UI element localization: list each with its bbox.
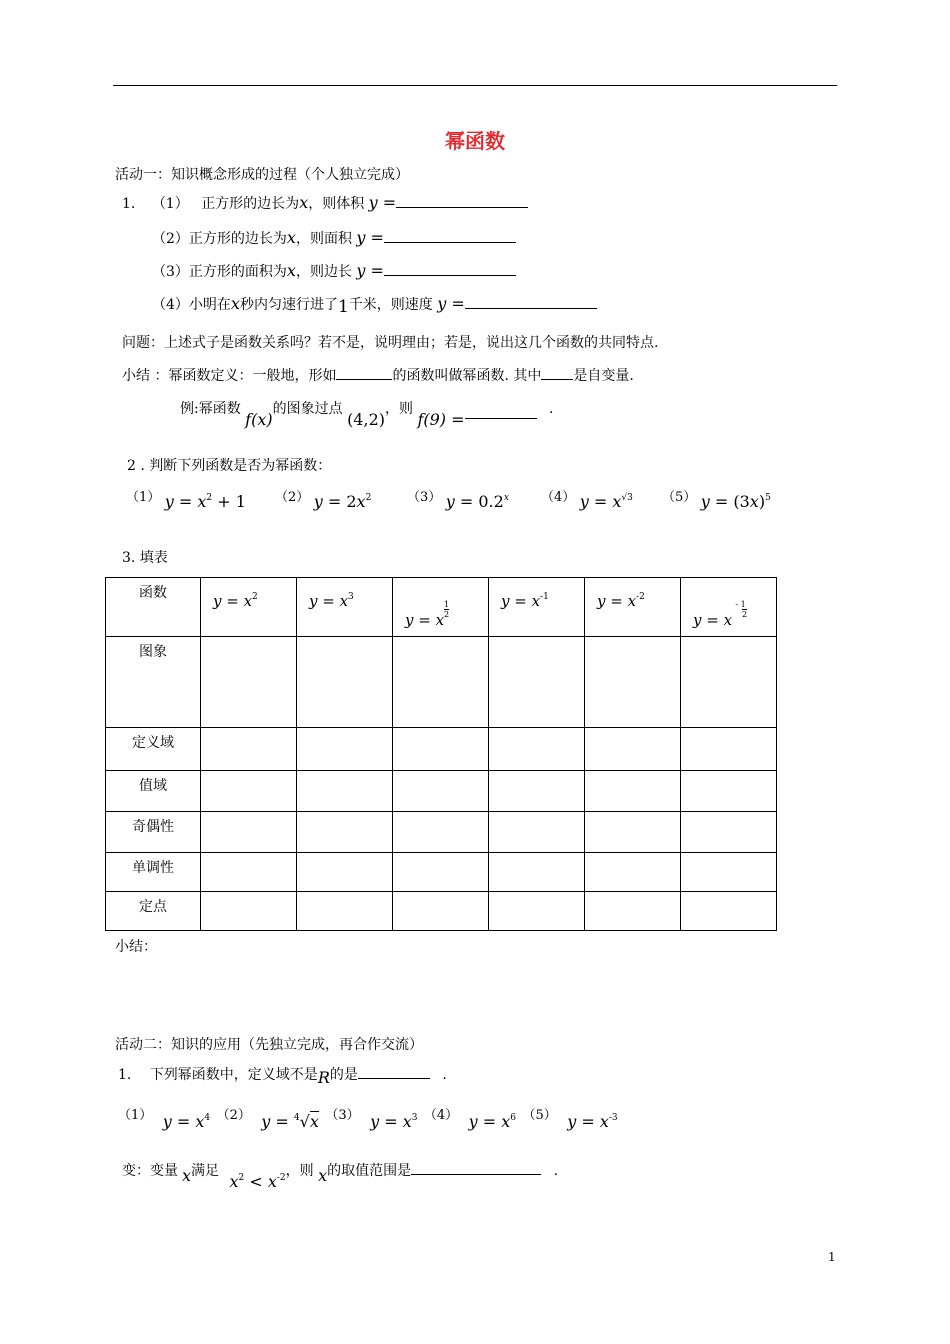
a2-q1-text2: 的是 [329,1067,358,1083]
summary2-label: 小结： [115,939,157,955]
row-label-monotonicity: 单调性 [106,853,201,892]
q1-p2-label: （2） [152,231,189,247]
example-then: ，则 [385,401,413,417]
activity1-heading: 活动一：知识概念形成的过程（个人独立完成） [115,167,409,183]
summary-prefix: 小结 ：幂函数定义：一般地，形如 [122,368,337,384]
q1-line4 [152,294,597,317]
q2-item-3 [407,492,509,511]
q1-p1-text: 正方形的边长为 [201,196,300,212]
q2-item-4-label: （4） [541,490,576,505]
a2-q1-end: . [442,1067,447,1083]
q1-line1 [122,193,528,213]
a2-item-4-label: （4） [423,1108,459,1123]
a2-item-4-expr: $y = x^6$ [468,1112,517,1131]
table-header-row [106,578,777,637]
question-text: 问题：上述式子是函数关系吗？若不是，说明理由；若是，说出这几个函数的共同特点. [122,335,659,351]
a2-item-3-label: （3） [325,1108,360,1123]
q2-item-2-expr: $y = 2x^2$ [313,492,372,511]
summary-blank-form[interactable] [336,365,392,380]
var-x: x [182,1166,192,1185]
example-line [180,398,554,429]
q1-p2-blank[interactable] [384,228,516,243]
header-rule [113,85,837,86]
activity2-heading: 活动二：知识的应用（先独立完成，再合作交流） [115,1037,423,1053]
q1-p4-text3: 千米，则速度 [348,297,433,313]
page-title: 幂函数 [445,129,505,153]
var-end: . [553,1163,559,1179]
q1-p4-blank[interactable] [465,294,597,309]
example-end: . [548,401,554,417]
q2-text: 2 . 判断下列函数是否为幂函数： [127,458,332,474]
a2-item-3-expr: $y = x^3$ [370,1112,418,1131]
example-point: (4,2) [347,410,385,429]
var-x2: x [318,1166,328,1185]
q2-item-4-expr: $y = x^{√3}$ [579,492,633,511]
a2-q1-line [118,1064,447,1087]
table-row [106,728,777,771]
var-end-text: 的取值范围是 [327,1163,412,1179]
q1-line2 [152,228,516,248]
q2-item-5-expr: $y = (3x)^5$ [700,492,771,511]
q1-p4-text: 小明在 [188,297,231,313]
a2-items [118,1108,618,1131]
q2-item-4 [541,492,633,511]
page-number: 1 [828,1250,836,1264]
table-row [106,771,777,812]
q2-item-1-expr: $y = x^2 + 1$ [164,492,246,511]
q1-p1-label: （1） [151,196,189,212]
q2-item-2 [275,492,371,511]
a2-item-2-expr: y = $^4$√x [261,1112,319,1131]
q1-p1-rhs: y = [368,193,397,212]
q2-item-5 [662,492,771,511]
q1-p2-text2: ，则面积 [295,231,352,247]
example-mid: 的图象过点 [272,401,343,417]
summary-mid: 的函数叫做幂函数. 其中 [392,368,542,384]
row-label-fixed-point: 定点 [106,892,201,931]
var-mid: 满足 [191,1163,220,1179]
var-ineq: $x^2 < x^{-2}$ [229,1172,286,1191]
q1-p4-var: x [230,294,240,313]
q2-item-2-label: （2） [275,490,310,505]
summary-definition [122,365,634,385]
q1-p2-text: 正方形的边长为 [188,231,287,247]
q2-item-1-label: （1） [126,490,161,505]
q1-p3-text: 正方形的面积为 [188,264,287,280]
q1-p4-text2: 秒内匀速行进了 [239,297,338,313]
q1-p3-label: （3） [152,264,189,280]
row-label-domain: 定义域 [106,728,201,771]
q2-item-3-label: （3） [407,490,442,505]
q1-p2-var: x [286,228,296,247]
q1-p3-rhs: y = [356,261,384,280]
q1-p3-text2: ，则边长 [295,264,352,280]
table-corner: 函数 [106,578,201,637]
q1-p4-rhs: y = [437,294,465,313]
q1-p3-var: x [286,261,296,280]
a2-q1-text: 下列幂函数中，定义域不是 [149,1067,318,1083]
a2-item-2-label: （2） [216,1108,251,1123]
example-blank[interactable] [465,404,537,419]
a2-item-5-expr: $y = x^{-3}$ [567,1112,618,1131]
q1-p3-blank[interactable] [384,261,516,276]
table-row [106,892,777,931]
var-then: ，则 [285,1163,314,1179]
row-label-range: 值域 [106,771,201,812]
q1-p2-rhs: y = [356,228,384,247]
q2-item-1 [126,492,246,511]
example-fx: f(x) [245,410,273,429]
table-col-1: $y = x^2$ [201,578,297,637]
q1-number: 1. [122,196,136,212]
table-row [106,853,777,892]
table-col-3: y = x $\frac{1}{2}$ [393,578,489,637]
a2-q1-R: R [317,1068,330,1087]
example-prefix: 例:幂函数 [180,401,241,417]
table-col-4: $y = x^{-1}$ [489,578,585,637]
a2-q1-blank[interactable] [358,1064,430,1079]
row-label-graph: 图象 [106,637,201,728]
q2-item-3-expr: $y = 0.2^x$ [445,492,509,511]
table-col-6: y = x $\frac{- 1}{2}$ [681,578,777,637]
a2-item-1-label: （1） [118,1108,153,1123]
example-f9: f(9) = [417,410,465,429]
q1-line3 [152,261,516,281]
q1-p4-num: 1 [337,297,349,317]
table-row [106,812,777,853]
row-label-parity: 奇偶性 [106,812,201,853]
a2-q1-number: 1. [118,1067,132,1083]
q1-p4-label: （4） [152,297,189,313]
table-row [106,637,777,728]
q1-p1-var: x [299,193,309,212]
table-col-2: $y = x^3$ [297,578,393,637]
function-table [105,577,777,931]
a2-item-5-label: （5） [522,1108,557,1123]
var-blank[interactable] [411,1160,541,1175]
a2-item-1-expr: $y = x^4$ [162,1112,211,1131]
table-col-5: $y = x^{-2}$ [585,578,681,637]
q1-p1-blank[interactable] [396,193,528,208]
q1-p1-text2: ，则体积 [308,196,365,212]
summary-blank-variable[interactable] [541,365,573,380]
var-prefix: 变：变量 [122,1163,178,1179]
q3-text: 3. 填表 [122,550,168,566]
q2-item-5-label: （5） [662,490,697,505]
variation-line [122,1160,559,1191]
summary-suffix: 是自变量. [573,368,634,384]
